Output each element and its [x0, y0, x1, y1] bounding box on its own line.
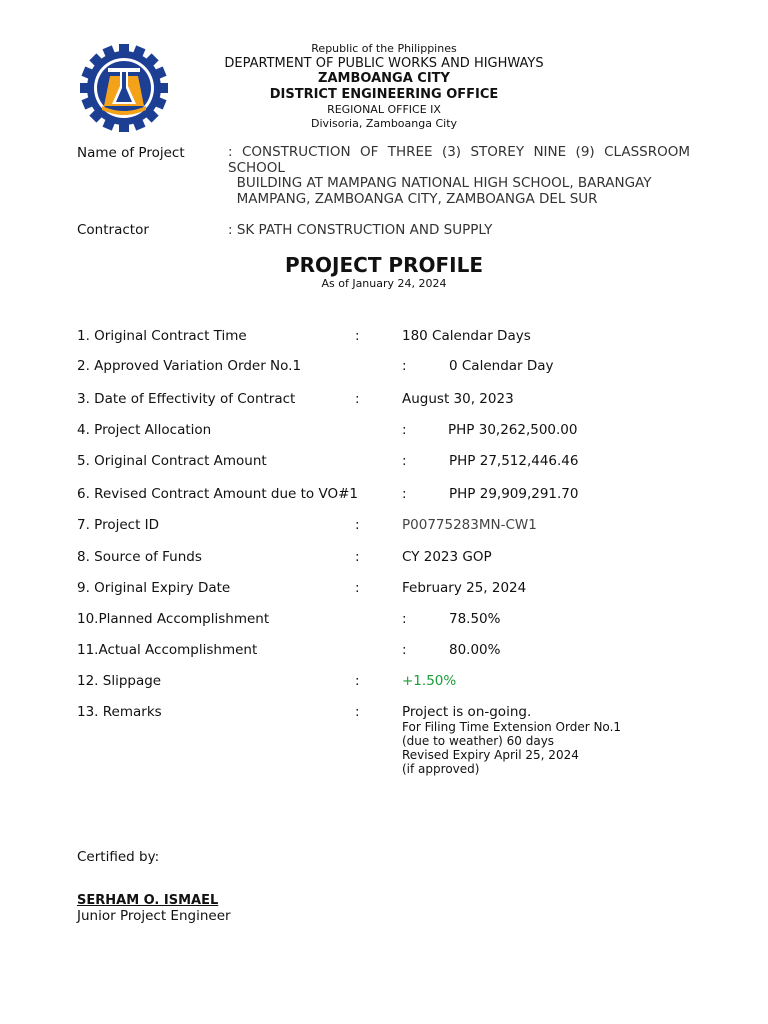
remarks-note-line: (due to weather) 60 days [402, 734, 555, 749]
row-value: 78.50% [449, 611, 501, 627]
row-label: 1. Original Contract Time [77, 328, 247, 344]
row-colon: : [355, 580, 360, 596]
slippage-value: +1.50% [402, 673, 457, 689]
city-title: ZAMBOANGA CITY [318, 71, 450, 86]
project-name-line: MAMPANG, ZAMBOANGA CITY, ZAMBOANGA DEL SUR [228, 190, 598, 207]
remarks-note-line: Revised Expiry April 25, 2024 [402, 748, 579, 763]
row-colon: : [355, 391, 360, 407]
remarks-notes [402, 720, 621, 776]
row-colon: : [402, 486, 407, 502]
row-label: 2. Approved Variation Order No.1 [77, 358, 302, 374]
row-value: August 30, 2023 [402, 391, 514, 407]
row-colon: : [355, 704, 360, 720]
project-name-line: : CONSTRUCTION OF THREE (3) STOREY NINE (9) CLASSROOM [228, 144, 690, 160]
row-label: 3. Date of Effectivity of Contract [77, 391, 296, 407]
row-colon: : [402, 422, 407, 438]
row-label: 7. Project ID [77, 517, 160, 533]
contractor-label: Contractor [77, 222, 149, 238]
project-name-value [228, 145, 690, 207]
project-name-label: Name of Project [77, 145, 185, 161]
signatory-position: Junior Project Engineer [77, 908, 231, 924]
row-value: CY 2023 GOP [402, 549, 492, 565]
regional-office-text: REGIONAL OFFICE IX [327, 103, 441, 116]
row-label: 11.Actual Accomplishment [77, 642, 258, 658]
signatory-name: SERHAM O. ISMAEL [77, 893, 219, 908]
certified-by-label: Certified by: [77, 849, 160, 865]
project-id-value: P00775283MN-CW1 [402, 517, 537, 533]
row-label: 4. Project Allocation [77, 422, 212, 438]
row-colon: : [355, 673, 360, 689]
row-colon: : [355, 517, 360, 533]
row-label: 13. Remarks [77, 704, 162, 720]
row-label: 10.Planned Accomplishment [77, 611, 270, 627]
row-label: 12. Slippage [77, 673, 162, 689]
row-label: 5. Original Contract Amount [77, 453, 267, 469]
row-colon: : [402, 642, 407, 658]
as-of-date: As of January 24, 2024 [321, 277, 447, 290]
office-title: DISTRICT ENGINEERING OFFICE [269, 87, 499, 102]
row-label: 8. Source of Funds [77, 549, 202, 565]
address-text: Divisoria, Zamboanga City [310, 117, 458, 130]
row-value: 0 Calendar Day [449, 358, 554, 374]
row-label: 9. Original Expiry Date [77, 580, 231, 596]
row-value: PHP 27,512,446.46 [449, 453, 579, 469]
page-title: PROJECT PROFILE [284, 253, 484, 277]
row-colon: : [355, 549, 360, 565]
row-label: 6. Revised Contract Amount due to VO#1 [77, 486, 358, 502]
row-colon: : [402, 611, 407, 627]
row-value: February 25, 2024 [402, 580, 527, 596]
republic-text: Republic of the Philippines [311, 42, 457, 55]
dpwh-seal-logo [78, 44, 170, 132]
remarks-note-line: For Filing Time Extension Order No.1 [402, 720, 622, 734]
row-colon: : [402, 358, 407, 374]
project-name-line: SCHOOL [228, 159, 285, 176]
row-value: 180 Calendar Days [402, 328, 531, 344]
row-colon: : [402, 453, 407, 469]
remarks-note-line: (if approved) [402, 762, 480, 777]
row-value: 80.00% [449, 642, 501, 658]
project-name-line: BUILDING AT MAMPANG NATIONAL HIGH SCHOOL, BARANGAY [228, 175, 652, 192]
department-title: DEPARTMENT OF PUBLIC WORKS AND HIGHWAYS [224, 56, 544, 71]
row-value: PHP 30,262,500.00 [448, 422, 578, 438]
row-colon: : [355, 328, 360, 344]
row-value: PHP 29,909,291.70 [449, 486, 579, 502]
contractor-value: : SK PATH CONSTRUCTION AND SUPPLY [228, 222, 493, 238]
row-value: Project is on-going. [402, 704, 532, 720]
